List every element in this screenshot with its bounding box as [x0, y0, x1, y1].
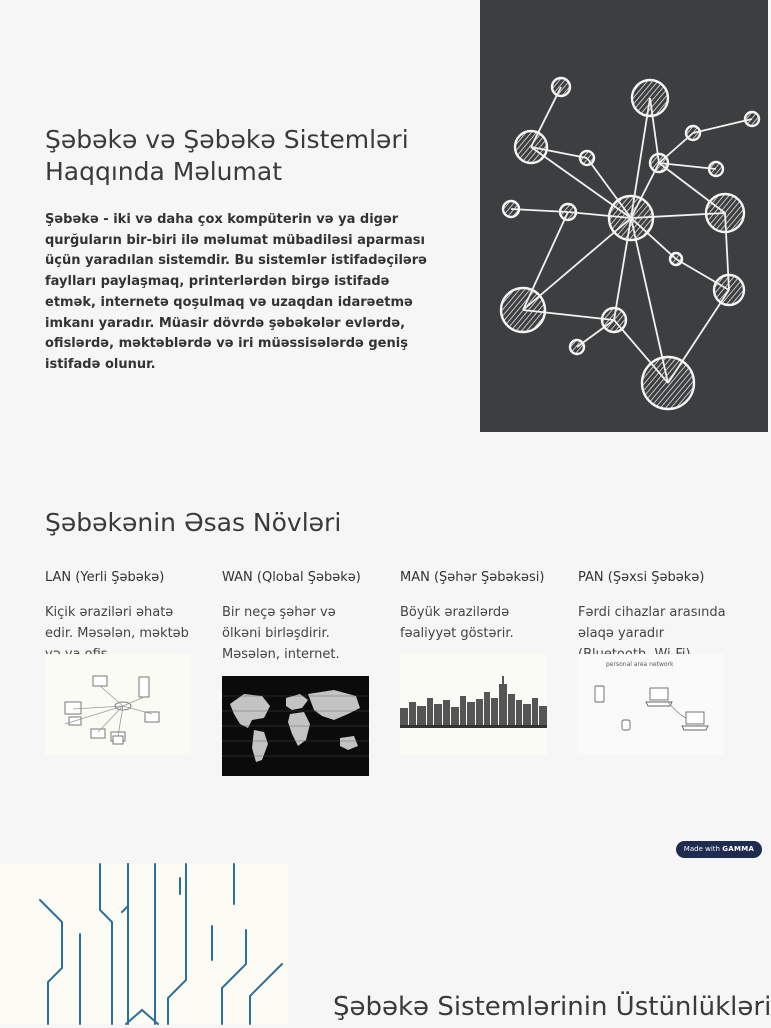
badge-brand: GAMMA [722, 845, 755, 853]
world-map-icon [222, 676, 369, 776]
man-card [400, 568, 550, 646]
intro-paragraph: Şəbəkə - iki və daha çox kompüterin və ya digər qurğuların bir-biri ilə məlumat mübadiləsi aparması üçün yaradılan sistemdir. Bu sistemlər istifadəçilərə faylları paylaşmaq, printerlərdən birgə istifadə etmək, internetə qoşulmaq və uzaqdan idarəetmə imkanı yaradır. Müasir dövrdə şəbəkələr evlərdə, ofislərdə, məktəblərdə və iri müəssisələrdə geniş istifadə olunur. [45, 212, 427, 372]
man-image [400, 654, 547, 755]
lan-heading: LAN (Yerli Şəbəkə) [45, 570, 165, 585]
badge-prefix: Made with [683, 845, 720, 853]
circuit-lines-image [0, 864, 288, 1024]
pan-heading: PAN (Şəxsi Şəbəkə) [578, 570, 705, 585]
lan-text: Kiçik əraziləri əhatə edir. Məsələn, məktəb [45, 605, 189, 641]
pan-sketch-label: personal area network [606, 661, 674, 668]
pan-card [578, 568, 728, 646]
city-skyline-icon [400, 654, 547, 755]
lan-card [45, 568, 195, 646]
pan-image [578, 654, 724, 755]
man-heading: MAN (Şəhər Şəbəkəsi) [400, 570, 545, 585]
page-title: Şəbəkə və Şəbəkə Sistemləri Haqqında Məlumat [45, 125, 409, 186]
network-graph-image [480, 0, 768, 432]
advantages-title: Şəbəkə Sistemlərinin Üstünlükləri [333, 992, 771, 1022]
wan-card [222, 568, 372, 662]
network-illustration [480, 0, 768, 432]
made-with-badge[interactable] [676, 841, 762, 858]
wan-heading: WAN (Qlobal Şəbəkə) [222, 570, 361, 585]
man-text: Böyük ərazilərdə fəaliyyət göstərir. [400, 605, 514, 641]
lan-diagram-icon [45, 654, 191, 755]
pan-text: Fərdi cihazlar arasında əlaqə yaradır [578, 605, 726, 641]
wan-image [222, 676, 369, 776]
types-title: Şəbəkənin Əsas Növləri [45, 508, 342, 537]
wan-text: Bir neçə şəhər və ölkəni birləşdirir. Məsələn, internet. [222, 605, 340, 662]
lan-image [45, 654, 191, 755]
circuit-illustration [0, 864, 288, 1024]
pan-diagram-icon [578, 654, 724, 755]
